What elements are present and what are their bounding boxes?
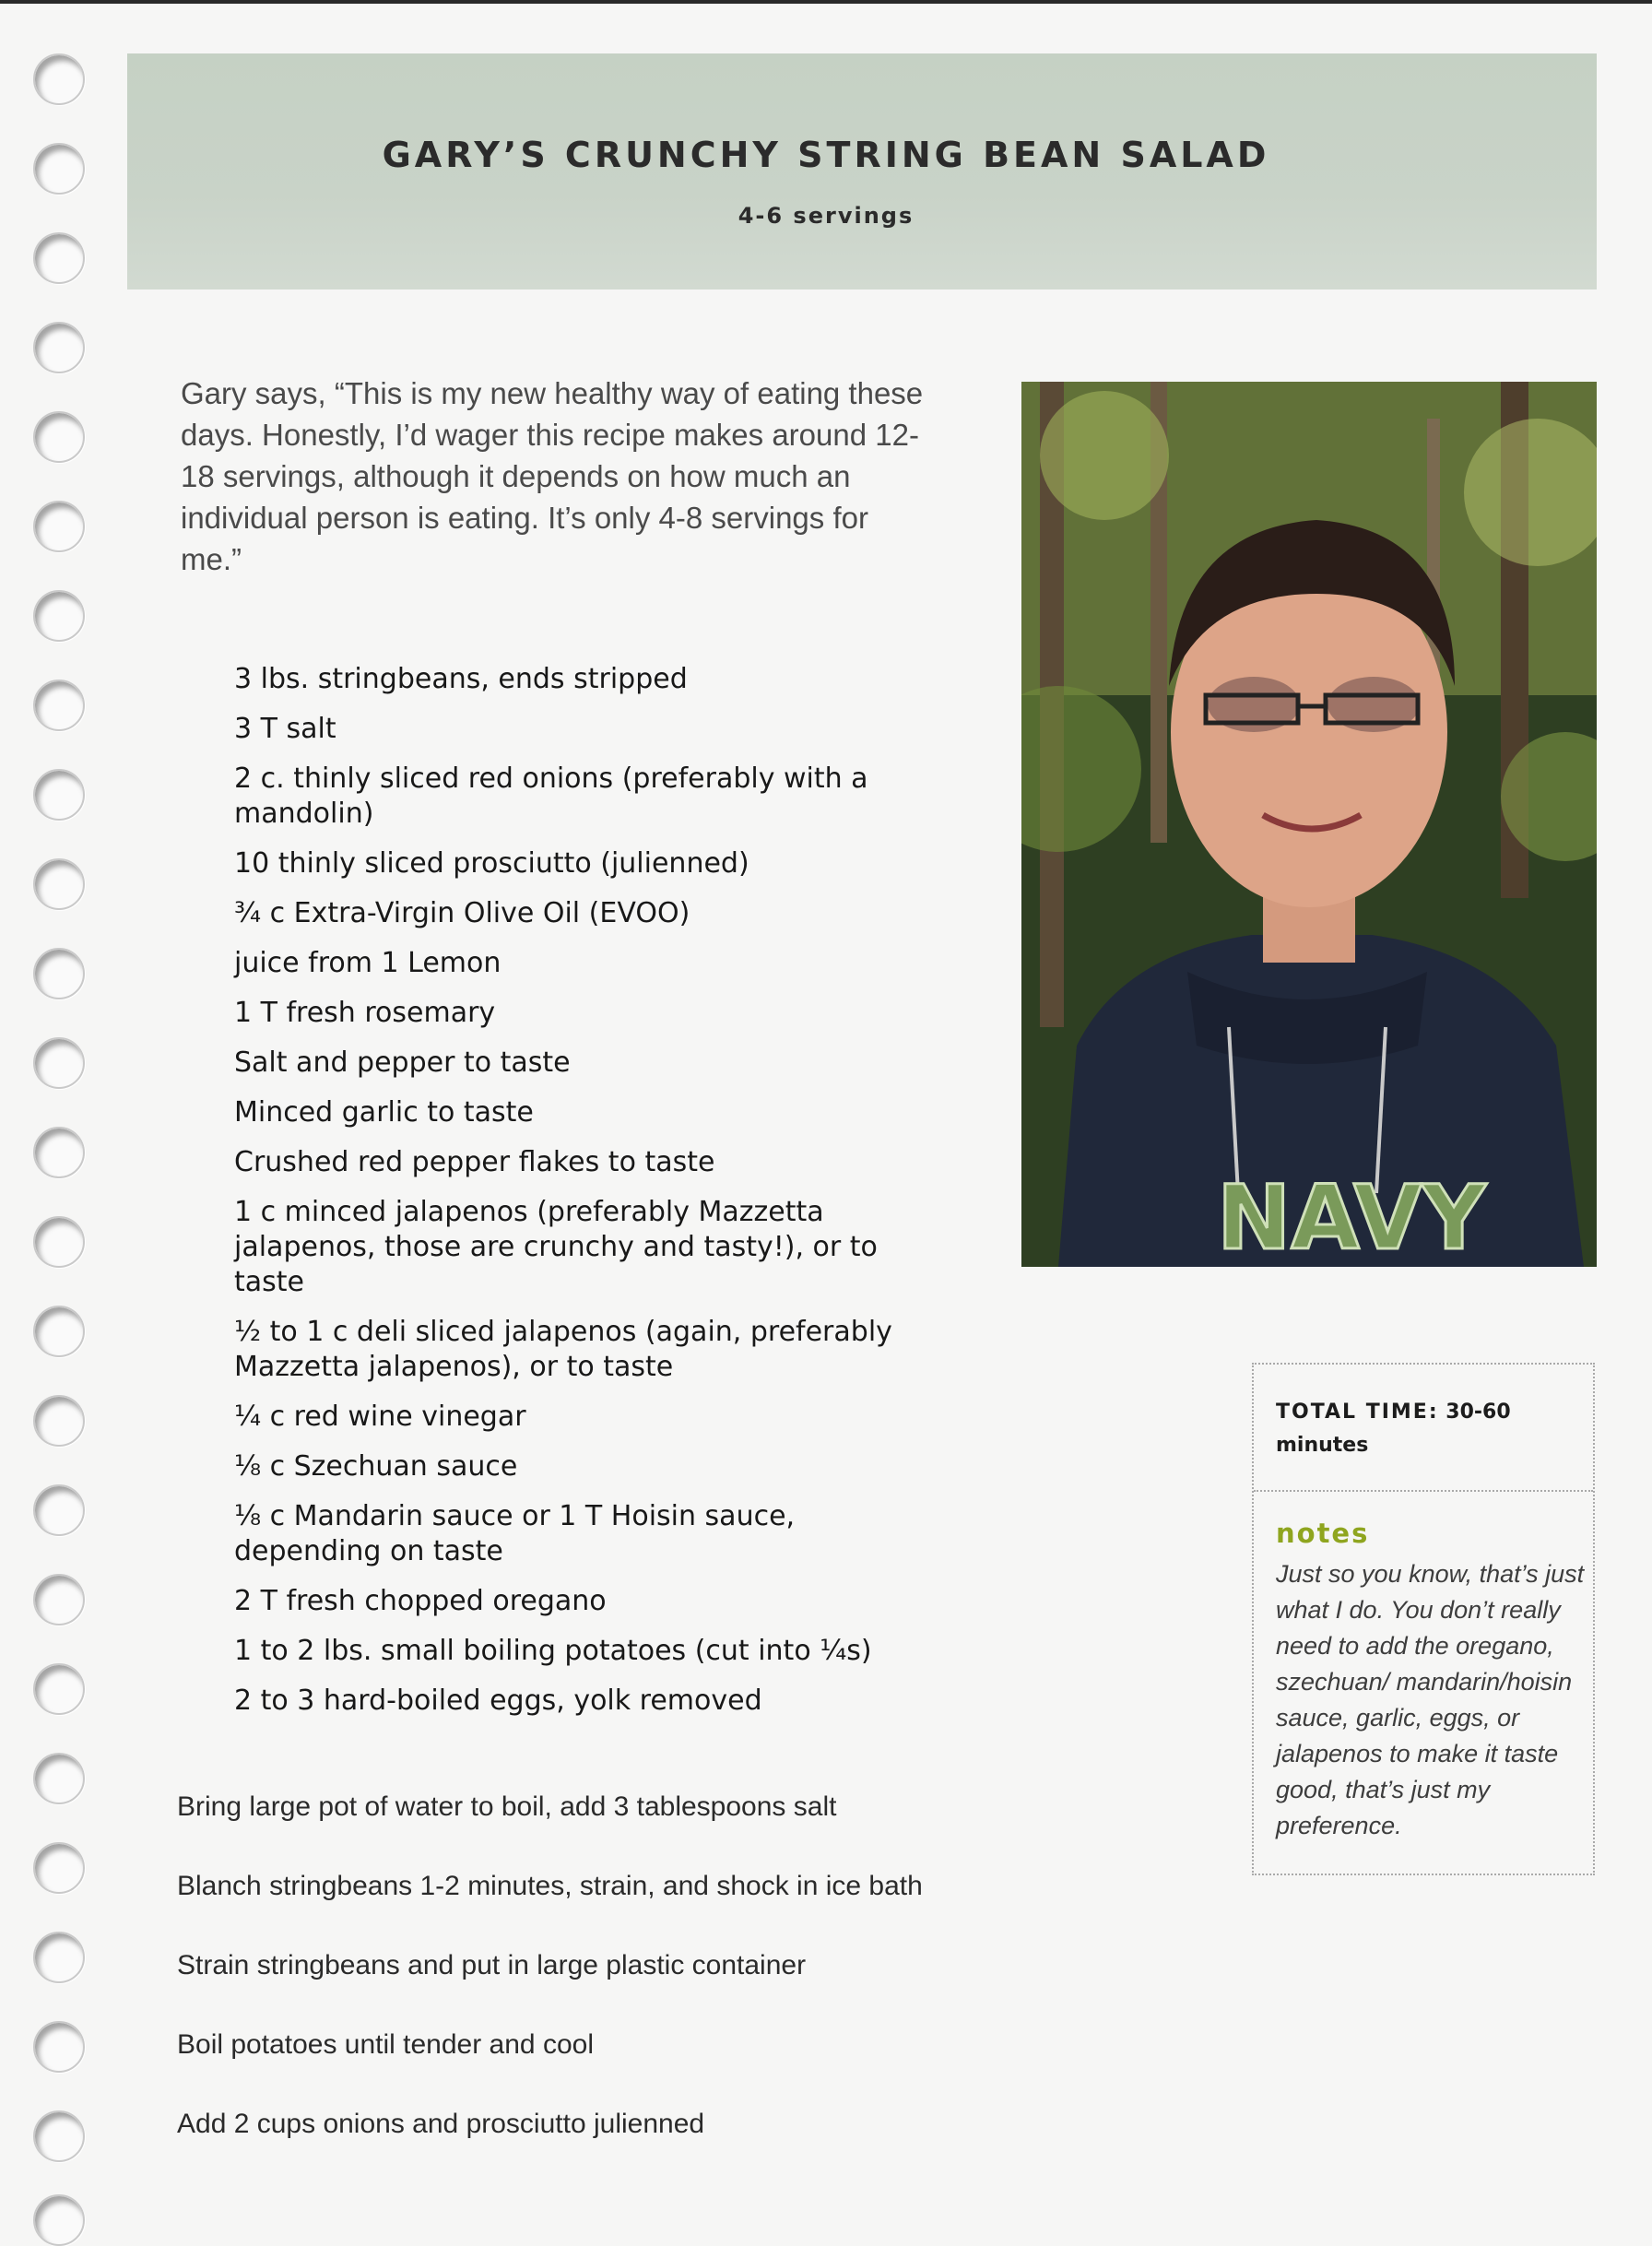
ingredient-item: ¼ c red wine vinegar — [234, 1401, 526, 1433]
gary-photo-illustration — [1021, 382, 1597, 1267]
binder-hole — [33, 232, 85, 284]
binder-hole — [33, 680, 85, 731]
instruction-step: Boil potatoes until tender and cool — [177, 2029, 594, 2060]
instruction-step: Bring large pot of water to boil, add 3 tablespoons salt — [177, 1791, 837, 1822]
binder-hole — [33, 2110, 85, 2162]
ingredient-item: ⅛ c Szechuan sauce — [234, 1450, 518, 1483]
recipe-title: GARY’S CRUNCHY STRING BEAN SALAD — [382, 135, 1270, 175]
ingredient-item: juice from 1 Lemon — [234, 947, 502, 979]
ingredient-item: 3 lbs. stringbeans, ends stripped — [234, 663, 688, 695]
instruction-step: Strain stringbeans and put in large plastic container — [177, 1950, 807, 1980]
binder-holes — [33, 53, 92, 2211]
ingredient-item: 10 thinly sliced prosciutto (julienned) — [234, 847, 749, 880]
recipe-servings: 4-6 servings — [738, 203, 914, 229]
total-time-value: 30-60 minutes — [1276, 1401, 1511, 1457]
binder-hole — [33, 501, 85, 552]
ingredient-item: ½ to 1 c deli sliced jalapenos (again, preferably Mazzetta jalapenos), or to taste — [234, 1316, 892, 1383]
binder-hole — [33, 1842, 85, 1894]
binder-hole — [33, 948, 85, 999]
notes-heading: notes — [1276, 1518, 1370, 1549]
binder-hole — [33, 1216, 85, 1268]
ingredient-item: 2 to 3 hard-boiled eggs, yolk removed — [234, 1684, 762, 1717]
photo-sweatshirt-text: NAVY — [1217, 1166, 1486, 1267]
ingredient-item: ⅛ c Mandarin sauce or 1 T Hoisin sauce, depending on taste — [234, 1500, 796, 1567]
ingredient-item: ¾ c Extra-Virgin Olive Oil (EVOO) — [234, 897, 690, 929]
binder-hole — [33, 1753, 85, 1804]
gary-photo — [1021, 382, 1597, 1267]
binder-hole — [33, 1127, 85, 1178]
binder-hole — [33, 1484, 85, 1536]
ingredient-item: 2 T fresh chopped oregano — [234, 1585, 607, 1617]
instruction-step: Add 2 cups onions and prosciutto julienned — [177, 2109, 705, 2139]
binder-hole — [33, 1574, 85, 1625]
binder-hole — [33, 769, 85, 821]
binder-hole — [33, 1663, 85, 1715]
ingredient-item: 1 to 2 lbs. small boiling potatoes (cut into ¼s) — [234, 1635, 872, 1667]
binder-hole — [33, 322, 85, 373]
binder-hole — [33, 1306, 85, 1357]
binder-hole — [33, 1037, 85, 1089]
recipe-intro: Gary says, “This is my new healthy way of eating these days. Honestly, I’d wager this recipe makes around 12-18 servings, although it depends on how much an individual person is eating. It’s only 4-8 servings for me.” — [181, 376, 924, 576]
ingredient-item: 1 T fresh rosemary — [234, 997, 496, 1029]
ingredient-item: Minced garlic to taste — [234, 1096, 534, 1129]
binder-hole — [33, 1395, 85, 1447]
binder-hole — [33, 53, 85, 105]
page-top-edge — [0, 0, 1652, 4]
ingredient-item: 2 c. thinly sliced red onions (preferably with a mandolin) — [234, 762, 868, 830]
ingredient-item: Crushed red pepper flakes to taste — [234, 1146, 715, 1178]
total-time — [1276, 1396, 1571, 1462]
binder-hole — [33, 858, 85, 910]
instruction-list — [177, 1789, 1007, 2185]
binder-hole — [33, 590, 85, 642]
ingredient-item: 1 c minced jalapenos (preferably Mazzetta jalapenos, those are crunchy and tasty!), or to taste — [234, 1196, 878, 1298]
total-time-label: TOTAL TIME: — [1276, 1401, 1439, 1424]
total-time-section — [1254, 1365, 1593, 1492]
binder-hole — [33, 411, 85, 463]
notes-text: Just so you know, that’s just what I do. You don’t really need to add the oregano, szechuan/ mandarin/hoisin sauce, garlic, eggs, or jalapenos to make it taste good, that’s just my preference. — [1276, 1560, 1585, 1839]
ingredient-item: 3 T salt — [234, 713, 336, 745]
binder-hole — [33, 2021, 85, 2073]
ingredient-list — [234, 662, 935, 1733]
ingredient-item: Salt and pepper to taste — [234, 1046, 571, 1079]
recipe-info-box — [1252, 1363, 1595, 1875]
binder-hole — [33, 1932, 85, 1983]
binder-hole — [33, 2194, 85, 2246]
instruction-step: Blanch stringbeans 1-2 minutes, strain, and shock in ice bath — [177, 1871, 923, 1901]
